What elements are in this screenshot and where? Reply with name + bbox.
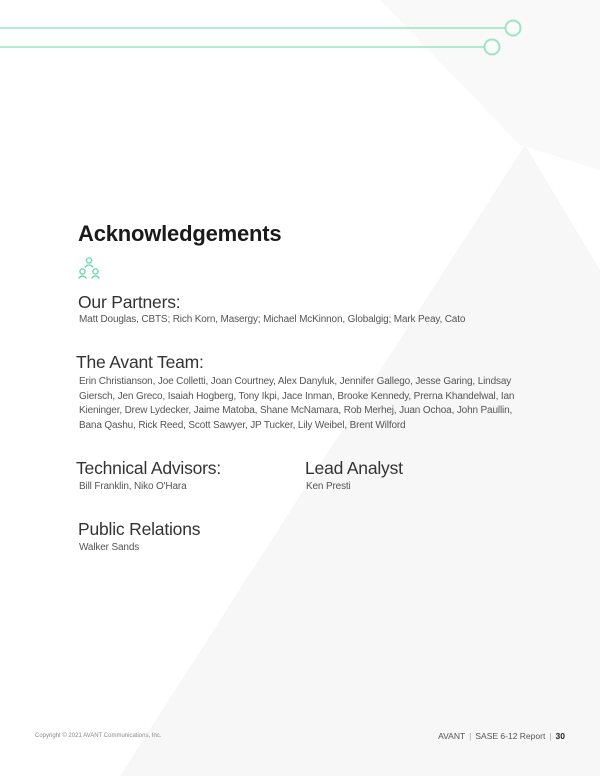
lead-analyst-name: Ken Presti — [306, 481, 351, 492]
team-heading: The Avant Team: — [76, 352, 204, 372]
footer-separator: | — [469, 731, 472, 741]
page-number: 30 — [555, 731, 565, 741]
technical-advisors-heading: Technical Advisors: — [76, 458, 222, 478]
footer-copyright: Copyright © 2021 AVANT Communications, Inc. — [35, 733, 162, 739]
technical-advisors-list: Bill Franklin, Niko O'Hara — [79, 481, 187, 492]
public-relations-heading: Public Relations — [78, 519, 201, 539]
partners-list: Matt Douglas, CBTS; Rich Korn, Masergy; Michael McKinnon, Globalgig; Mark Peay, Cato — [79, 314, 466, 325]
page-title: Acknowledgements — [78, 221, 282, 246]
footer-report-info — [438, 731, 565, 741]
circuit-lines-decoration — [0, 0, 600, 70]
footer-brand: AVANT — [438, 731, 466, 741]
footer-report-name: SASE 6-12 Report — [475, 731, 546, 741]
team-list: Erin Christianson, Joe Colletti, Joan Courtney, Alex Danyluk, Jennifer Gallego, Jesse Garing, Lindsay Giersch, Jen Greco, Isaiah Hogberg, Tony Ikpi, Jace Inman, Brooke Kennedy, Prerna Khandelwal, Ian Kieninger, Drew Lydecker, Jaime Matoba, Shane McNamara, Rob Merhej, Juan Ochoa, John Paullin, Bana Qashu, Rick Reed, Scott Sawyer, JP Tucker, Lily Weibel, Brent Wilford — [79, 376, 515, 431]
people-group-icon — [78, 256, 100, 280]
public-relations-agency: Walker Sands — [79, 542, 140, 553]
lead-analyst-heading: Lead Analyst — [305, 458, 403, 478]
footer-separator: | — [549, 731, 552, 741]
partners-heading: Our Partners: — [78, 292, 181, 312]
